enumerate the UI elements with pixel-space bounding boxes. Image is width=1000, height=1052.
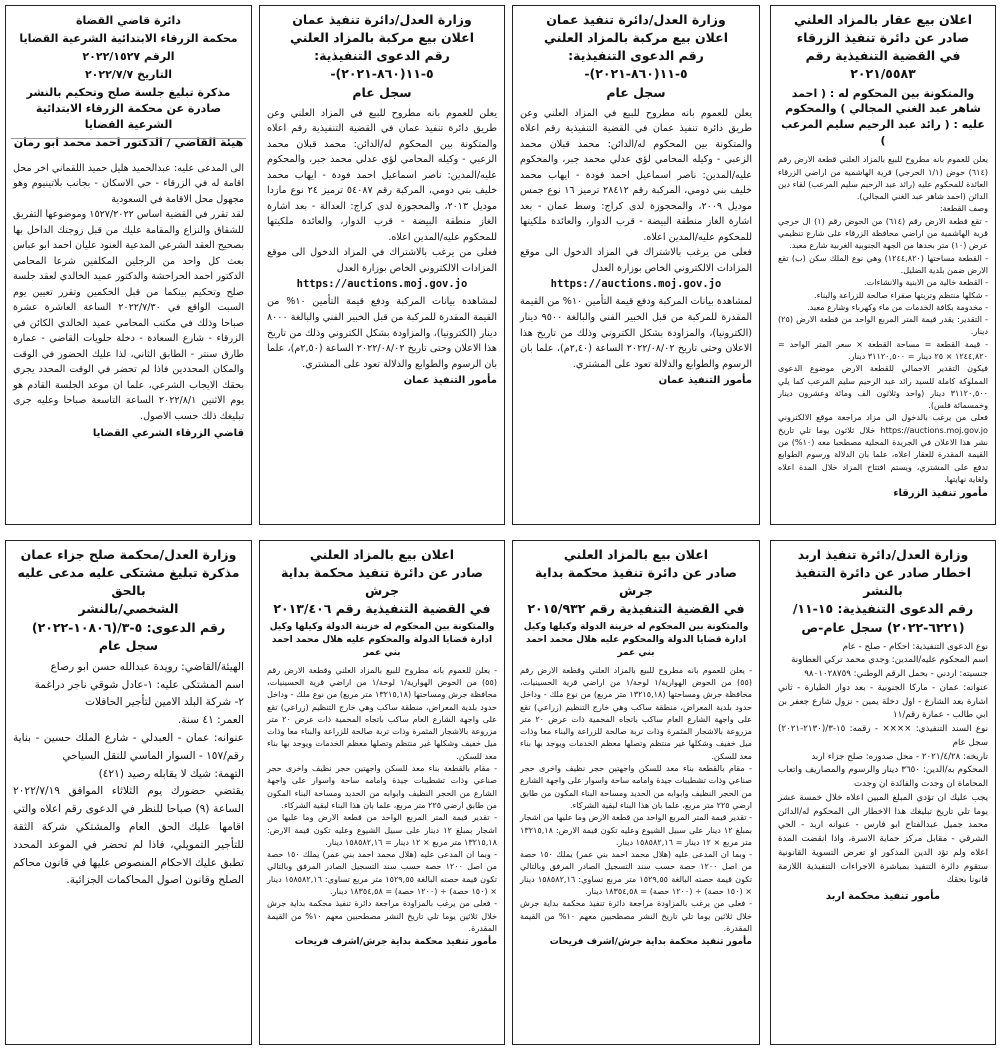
divider: [11, 138, 246, 139]
ad-title-line: رقم الدعوى التنفيذية: ١٥-١١/: [792, 601, 974, 617]
ad-signature: مأمور التنفيذ عمان: [658, 375, 752, 387]
ad-body: - يعلن للعموم بانه مطروح للبيع بالمزاد العلني وقطعة الارض رقم (٥٥) من الحوض الهوارية/١ لوحة/١ من اراضي قرية الحسينيات، محافظة جرش ومساحتها (١٣٢١٥,١٨ متر مربع) من نوع ملك - وداخل حدود بلدية المعراض، منطقة ساكب وهي خارج التنظيم (زراعي) تقع على واجهة الشارع العام ساكب باتجاه المحمية ذات عرض ٢٠ متر مزروعة بالاشجار المثمرة وذات تربة صالحة للزراعة والبناء معا وذات ميل خفيف وشكلها غير منتظم وتصلها معظم الخدمات ويوجد بها بناء معد للسكن. - مقام بالقطعة بناء معد للسكن واجهتين حجر نظيف واخرى حجر صناعي وذات تشطيبات جيدة وامامه ساحة واسوار على واجهة الشارع من الحجر النظيف وابوابه من الحديد ومساحة البناء المكون من طابق ارضي ٢٢٥ متر مربع، علما بان هذا البناء لبقية الشركاء. - تقدير قيمة المتر المربع الواحد من قطعة الارض وما عليها من اشجار بمبلغ ١٢ دينار على سبيل الشيوع وعليه تكون قيمة الارض: ١٣٢١٥,١٨ متر مربع × ١٢ دينار = ١٥٨٥٨٢,١٦ دينار. - وبما ان المدعى عليه (هلال محمد احمد بني عمر) يملك ١٥٠ حصة من اصل ١٢٠٠ حصة حسب سند التسجيل الصادر المرفق وبالتالي تكون قيمة حصته البالغة ١٥٢٩,٥٥ متر مربع تساوي: ١٥٨٥٨٢,١٦ دينار × (١٥٠ حصة) ÷ (١٢٠٠ حصة) = ١٨٣٥٤,٥٨ دينار. - فعلى من يرغب بالمزاودة مراجعة دائرة تنفيذ محكمة بداية جرش خلال ثلاثين يوما تلي تاريخ النشر مصطحبين معهم ١٠% من القيمة المقدرة.: [267, 664, 498, 933]
ad-body: يعلن للعموم بانه مطروح للبيع بالمزاد العلني قطعة الارض رقم (٦١٤) حوض (١/١ الحرجي) قرية الهاشمية من اراضي الزرقاء العائدة للمحكوم عليه (رائد عبد الرحيم سليم المرعب) لقاء دين الدائن (احمد شاهر عبد الغني المجالي). وصف القطعة: - تقع قطعة الارض رقم (٦١٤) من الحوض رقم (١) ال حرجي قرية الهاشمية من اراضي محافظة الزرقاء على شارع تنظيمي عرض (١٠) متر بحدها من الجهة الجنوبية الغربية شارع معبد. - القطعة مساحتها (١٢٤٤,٨٢٠) وهي نوع الملك سكن (ب) تقع الارض ضمن بلدية الضليل. - القطعة خالية من الابنية والانشاءات. - شكلها منتظم وتربتها صفراء صالحة للزراعة والبناء. - مخدومة بكافة الخدمات من ماء وكهرباء وشارع معبد. - التقدير: يقدر قيمة المتر المربع الواحد من قطعة الارض (٢٥) دينار. - قيمة القطعة = مساحة القطعة × سعر المتر الواحد = ١٢٤٤,٨٢٠ × ٢٥ دينار = ٣١١٢٠,٥٠٠ دينار. فيكون التقدير الاجمالي للقطعة الارض موضوع الدعوى المملوكة كاملة للسيد رائد عبد الرحيم سليم المرعب كما يلي ٣١١٢٠,٥٠٠ دينار (واحد وثلاثون الف ومائة وعشرون دينار وخمسمائة فلس). فعلى من يرغب بالدخول الى مزاد مراجعة موقع الالكتروني https://auctions.moj.gov.jo خلال ثلاثون يوما تلي تاريخ نشر هذا الاعلان في الجريدة المحلية مصطحبا معه (١٠%) من القيمة المقدرة للعقار اعلاه، علما بان الدلالة ورسوم الطوابع تدفع على المشتري، ويستم افتتاح المزاد خلال المدة اعلاه ولغاية نهايتها.: [778, 154, 988, 484]
ad-body: يعلن للعموم بانه مطروح للبيع في المزاد العلني وعن طريق دائرة تنفيذ عمان في القضية التنفيذية رقم اعلاه والمتكونة بين المحكوم له/الدائن: محمد قبلان محمد الزعبي - وكيله المحامي لؤي عدلي محمد جبر، والمحكوم عليه/المدين: ناصر اسماعيل احمد فودة - ايهاب محمد خليف بني دومي، المركبة رقم ٥٤٠٨٧ ترميز ٢٤ نوع مازدا موديل ٢٠١٣، والمحجوزة لدى كراج: العدالة - بعد اشارة الغاز منطقة البيضة - قرب الدوار، والعائدة ملكيتها للمحكوم عليه/المدين اعلاه. فعلى من يرغب بالاشتراك في المزاد الدخول الى موقع المزادات الالكتروني الخاص بوزارة العدل: [267, 107, 498, 274]
ad-title-line: اعلان بيع بالمزاد العلني: [309, 547, 455, 562]
ad-title-line: صادر عن دائرة تنفيذ محكمة بداية جرش: [280, 565, 484, 599]
ad-amman-vehicle-auction-1: [512, 5, 760, 525]
ad-title-line: اخطار صادر عن دائرة التنفيذ بالنشر: [795, 565, 971, 599]
ad-title-line: اعلان بيع مركبة بالمزاد العلني: [289, 30, 474, 46]
ad-signature: مأمور تنفيذ محكمة اربد: [825, 891, 941, 903]
ad-title-line: وزارة العدل/دائرة تنفيذ عمان: [546, 12, 726, 27]
ad-parties: والمتكونة بين المحكوم له خزينة الدولة وكيلها وكيل ادارة قضايا الدولة والمحكوم عليه هلال محمد احمد بني عمر: [269, 621, 495, 658]
ad-title-line: رقم الدعوى التنفيذية: ٥-١١(٨٦٠-٢٠٢١)-: [314, 48, 450, 82]
ad-body-continued: لمشاهدة بيانات المركبة ودفع قيمة التأمين ١٠% من القيمة المقدرة للمركبة من قبل الخبير الفني والبالغة ٨٠٠٠ دينار (الكترونيا)، والمزاودة بشكل الكتروني وذلك من تاريخ هذا الاعلان وحتى تاريخ ٢٠٢٢/٠٨/٠٢ الساعة (٢,٥٠م)، علما بان الرسوم والطوابع والدلالة تعود على المشتري.: [267, 296, 498, 370]
court-header-line: التاريخ ٢٠٢٢/٧/٧: [84, 67, 173, 81]
ad-title-line: سجل عام: [352, 84, 412, 100]
ad-body: الهيئة/القاضي: رويدة عبدالله حسن ابو رصاع اسم المشتكى عليه: ١-عادل شوقي ناجر دراغمة ٢- شركة البلد الامين لتأجير الحافلات العمر: ٤١ سنة. عنوانه: عمان - العبدلي - شارع الملك حسين - بناية رقم/١٥٧ - السوار الماسي للنقل السياحي التهمة: شيك لا يقابله رصيد (٤٢١) يقتضي حضورك يوم الثلاثاء الموافق ٢٠٢٢/٧/١٩ الساعة (٩) صباحا للنظر في الدعوى رقم اعلاه والتي اقامها عليك الحق العام والمشتكي شركة الثقة للتأجير التمويلي، فاذا لم تحضر في الموعد المحدد تطبق عليك الاحكام المنصوص عليها في قانون محاكم الصلح وقانون اصول المحاكمات الجزائية.: [13, 660, 244, 887]
ad-title-line: اعلان بيع مركبة بالمزاد العلني: [543, 30, 728, 46]
ad-title-line: رقم الدعوى التنفيذية: ٥-١١(٨٦٠-٢٠٢١)-: [568, 48, 704, 82]
ad-parties: والمتكونة بين المحكوم له خزينة الدولة وكيلها وكيل ادارة قضايا الدولة والمحكوم عليه هلال محمد احمد بني عمر: [523, 621, 749, 658]
ad-parties: والمتكونة بين المحكوم له : ( احمد شاهر عبد الغني المجالي ) والمحكوم عليه : ( رائد عبد الرحيم سليم المرعب ): [781, 86, 985, 148]
ad-title-line: رقم الدعوى: ٥-٣/(١٠٨٠٦-٢٠٢٢): [31, 619, 226, 635]
ad-title-line: وزارة العدل/محكمة صلح جزاء عمان: [20, 547, 237, 562]
ad-amman-magistrate-summons: [5, 540, 252, 1045]
auction-site-link[interactable]: https://auctions.moj.gov.jo: [296, 278, 468, 291]
ad-title-line: في القضية التنفيذية رقم ٢٠١٣/٤٠٦: [273, 601, 491, 617]
ad-title-line: سجل عام: [606, 84, 666, 100]
ad-signature: مأمور تنفيذ محكمة بداية جرش/اشرف فريحات: [294, 937, 497, 948]
ad-title-line: وزارة العدل/دائرة تنفيذ عمان: [292, 12, 472, 27]
ad-title-line: (٦٢٢١-٢٠٢٢) سجل عام-ص: [801, 619, 965, 635]
ad-jerash-auction-406: [259, 540, 505, 1045]
ad-title-line: مذكرة تبليغ مشتكى عليه مدعى عليه بالحق: [17, 565, 240, 599]
ad-body: الى المدعى عليه: عبدالحميد هليل حميد اللقماني اخر محل اقامة له في الزرقاء - حي الاسكان - بجانب بلاتينيوم وهو مجهول محل الاقامة في السعودية لقد تقرر في القضية اساس ١٥٢٧/٢٠٢٢ وموضوعها التفريق للشقاق والنزاع والمقامة عليك من قبل زوجتك الداخل بها بصحيح العقد الشرعي المدعية العنود عليان احمد ابو عباس بعث كل واحد من الرجلين المكلفين شرعا المحامي الدكتور احمد الحراحشة والدكتور عميد الخالدي لعقد جلسة صلح وتحكيم بينكما من قبل الحكمين وتقرر تعيين يوم السبت الواقع في ٢٠٢٢/٧/٣٠ الساعة العاشرة عشرة صباحا وذلك في مكتب المحامي عميد الخالدي الكائن في الزرقاء - شارع السعادة - دخلة حلويات القاضي - عمارة طارق سنتر - الطابق الثاني، لذا عليك الحضور في الوقت والمكان المحددين فاذا لم تحضر في الوقت المحدد يجري بحقك الايجاب الشرعي، علما ان موعد الجلسة القادم هو يوم الاثنين ٢٠٢٢/٨/١ الساعة التاسعة صباحا وعليه جرى تبليغك ذلك حسب الاصول.: [12, 162, 244, 422]
ad-body: - يعلن للعموم بانه مطروح للبيع بالمزاد العلني وقطعة الارض رقم (٥٥) من الحوض الهوارية/١ لوحة/١ من اراضي قرية الحسينيات، محافظة جرش ومساحتها (١٣٢١٥,١٨ متر مربع) من نوع ملك - وداخل حدود بلدية المعراض، منطقة ساكب وهي خارج التنظيم (زراعي) تقع على واجهة الشارع العام ساكب باتجاه المحمية ذات عرض ٢٠ متر مزروعة بالاشجار المثمرة وذات تربة صالحة للزراعة والبناء معا وذات ميل خفيف وشكلها غير منتظم وتصلها معظم الخدمات ويوجد بها بناء معد للسكن. - مقام بالقطعة بناء معد للسكن واجهتين حجر نظيف واخرى حجر صناعي وذات تشطيبات جيدة وامامه ساحة واسوار على واجهة الشارع من الحجر النظيف وابوابه من الحديد ومساحة البناء المكون من طابق ارضي ٢٢٥ متر مربع، علما بان هذا البناء لبقية الشركاء. - تقدير قيمة المتر المربع الواحد من قطعة الارض وما عليها من اشجار بمبلغ ١٢ دينار على سبيل الشيوع وعليه تكون قيمة الارض: ١٣٢١٥,١٨ متر مربع × ١٢ دينار = ١٥٨٥٨٢,١٦ دينار. - وبما ان المدعى عليه (هلال محمد احمد بني عمر) يملك ١٥٠ حصة من اصل ١٢٠٠ حصة حسب سند التسجيل الصادر المرفق وبالتالي تكون قيمة حصته البالغة ١٥٢٩,٥٥ متر مربع تساوي: ١٥٨٥٨٢,١٦ دينار × (١٥٠ حصة) ÷ (١٢٠٠ حصة) = ١٨٣٥٤,٥٨ دينار. - فعلى من يرغب بالمزاودة مراجعة دائرة تنفيذ محكمة بداية جرش خلال ثلاثين يوما تلي تاريخ النشر مصطحبين معهم ١٠% من القيمة المقدرة.: [520, 664, 753, 933]
ad-body: نوع الدعوى التنفيذية: احكام - صلح - عام اسم المحكوم عليه/المدين: وجدي محمد تركي العطاونة جنسيته: اردني - بحمل الرقم الوطني: ٩٨٠١٠٢٨٧٥٩ عنوانه: عمان - ماركا الجنوبية - بعد دوار الطيارة - ثاني اشارة بعد الشارع - اول دخلة يمين - نزول شارع جعفر بن ابي طالب - عمارة رقم/١١ نوع السند التنفيذي: ×××× - رقمه: ١٥-٣/(٢١٣٠-٢٠٢١) سجل عام تاريخه: ٢٠٢١/٤/٢٨ - محل صدوره: صلح جزاء اربد المحكوم به/الدين: ٣٦٥٠ دينار والرسوم والمصاريف واتعاب المحاماة ان وجدت والفائدة ان وجدت يجب عليك ان تؤدي المبلغ المبين اعلاه خلال خمسة عشر يوما تلي تاريخ تبليغك هذا الاخطار الى المحكوم له/الدائن محمد جميل عبدالفتاح ابو فارس - عنوانه اربد - الحي الشرقي - مقابل مركز حماية الاسرة، واذا انقضت المدة اعلاه ولم تؤد الدين المذكور او تعرض التسوية القانونية ستقوم دائرة التنفيذ بمباشرة الاجراءات التنفيذية اللازمة قانونا بحقك: [778, 641, 988, 886]
ad-jerash-auction-932: [512, 540, 760, 1045]
ad-title-line: صادر عن دائرة تنفيذ محكمة بداية جرش: [534, 565, 738, 599]
ad-signature: قاضي الزرقاء الشرعي القضايا: [92, 427, 244, 439]
court-header-line: مذكرة تبليغ جلسة صلح وتحكيم بالنشر صادرة عن محكمة الزرقاء الابتدائية الشرعية القضايا: [26, 85, 231, 131]
court-header-line: دائرة قاضي القضاة: [76, 14, 181, 27]
ad-body: يعلن للعموم بانه مطروح للبيع في المزاد العلني وعن طريق دائرة تنفيذ عمان في القضية التنفيذية رقم اعلاه والمتكونة بين المحكوم له/الدائن: محمد قبلان محمد الزعبي - وكيله المحامي لؤي عدلي محمد جبر، والمحكوم عليه/المدين: ناصر اسماعيل احمد فودة - ايهاب محمد خليف بني دومي، المركبة رقم ٢٨٤١٢ ترميز ١٦ نوع جمس موديل ٢٠٠٩، والمحجوزة لدى كراج: وسط عمان - بعد اشارة الغاز منطقة البيضة - قرب الدوار، والعائدة ملكيتها للمحكوم عليه/المدين اعلاه. فعلى من يرغب بالاشتراك في المزاد الدخول الى موقع المزادات الالكتروني الخاص بوزارة العدل: [520, 107, 752, 274]
ad-title-line: صادر عن دائرة تنفيذ الزرقاء: [796, 30, 970, 46]
court-header-line: هيئة القاضي / الدكتور احمد محمد ابو رمان: [13, 135, 244, 149]
ad-title-line: الشخصي/بالنشر: [78, 601, 179, 617]
ad-signature: مأمور تنفيذ محكمة بداية جرش/اشرف فريحات: [549, 937, 752, 948]
ad-amman-vehicle-auction-2: [259, 5, 505, 525]
ad-signature: مأمور التنفيذ عمان: [403, 375, 497, 387]
court-header-line: محكمة الزرقاء الابتدائية الشرعية القضايا: [19, 31, 238, 45]
ad-title-line: اعلان بيع بالمزاد العلني: [563, 547, 709, 562]
ad-title-line: في القضية التنفيذية رقم ٢٠١٥/٩٣٢: [527, 601, 745, 617]
ad-body-continued: لمشاهدة بيانات المركبة ودفع قيمة التأمين ١٠% من القيمة المقدرة للمركبة من قبل الخبير الفني والبالغة ٩٥٠٠ دينار (الكترونيا)، والمزاودة بشكل الكتروني وذلك من تاريخ هذا الاعلان وحتى تاريخ ٢٠٢٢/٠٨/٠٢ الساعة (٢,٤٠م)، علما بان الرسوم والطوابع والدلالة تعود على المشتري.: [520, 296, 753, 370]
ad-title-line: في القضية التنفيذية رقم ٢٠٢١/٥٥٨٣: [805, 48, 961, 82]
ad-title-line: سجل عام: [98, 637, 159, 653]
ad-title-line: اعلان بيع عقار بالمزاد العلني: [794, 12, 972, 27]
auction-site-link[interactable]: https://auctions.moj.gov.jo: [550, 278, 722, 291]
ad-zarqa-sharia-court-notice: [5, 5, 252, 525]
ad-signature: مأمور تنفيذ الزرقاء: [893, 488, 988, 500]
ad-irbid-execution-notice: [770, 540, 996, 1045]
ad-title-line: وزارة العدل/دائرة تنفيذ اربد: [797, 547, 969, 562]
ad-zarqa-land-auction: [770, 5, 996, 525]
court-header-line: الرقم ٢٠٢٢/١٥٢٧: [82, 49, 175, 63]
